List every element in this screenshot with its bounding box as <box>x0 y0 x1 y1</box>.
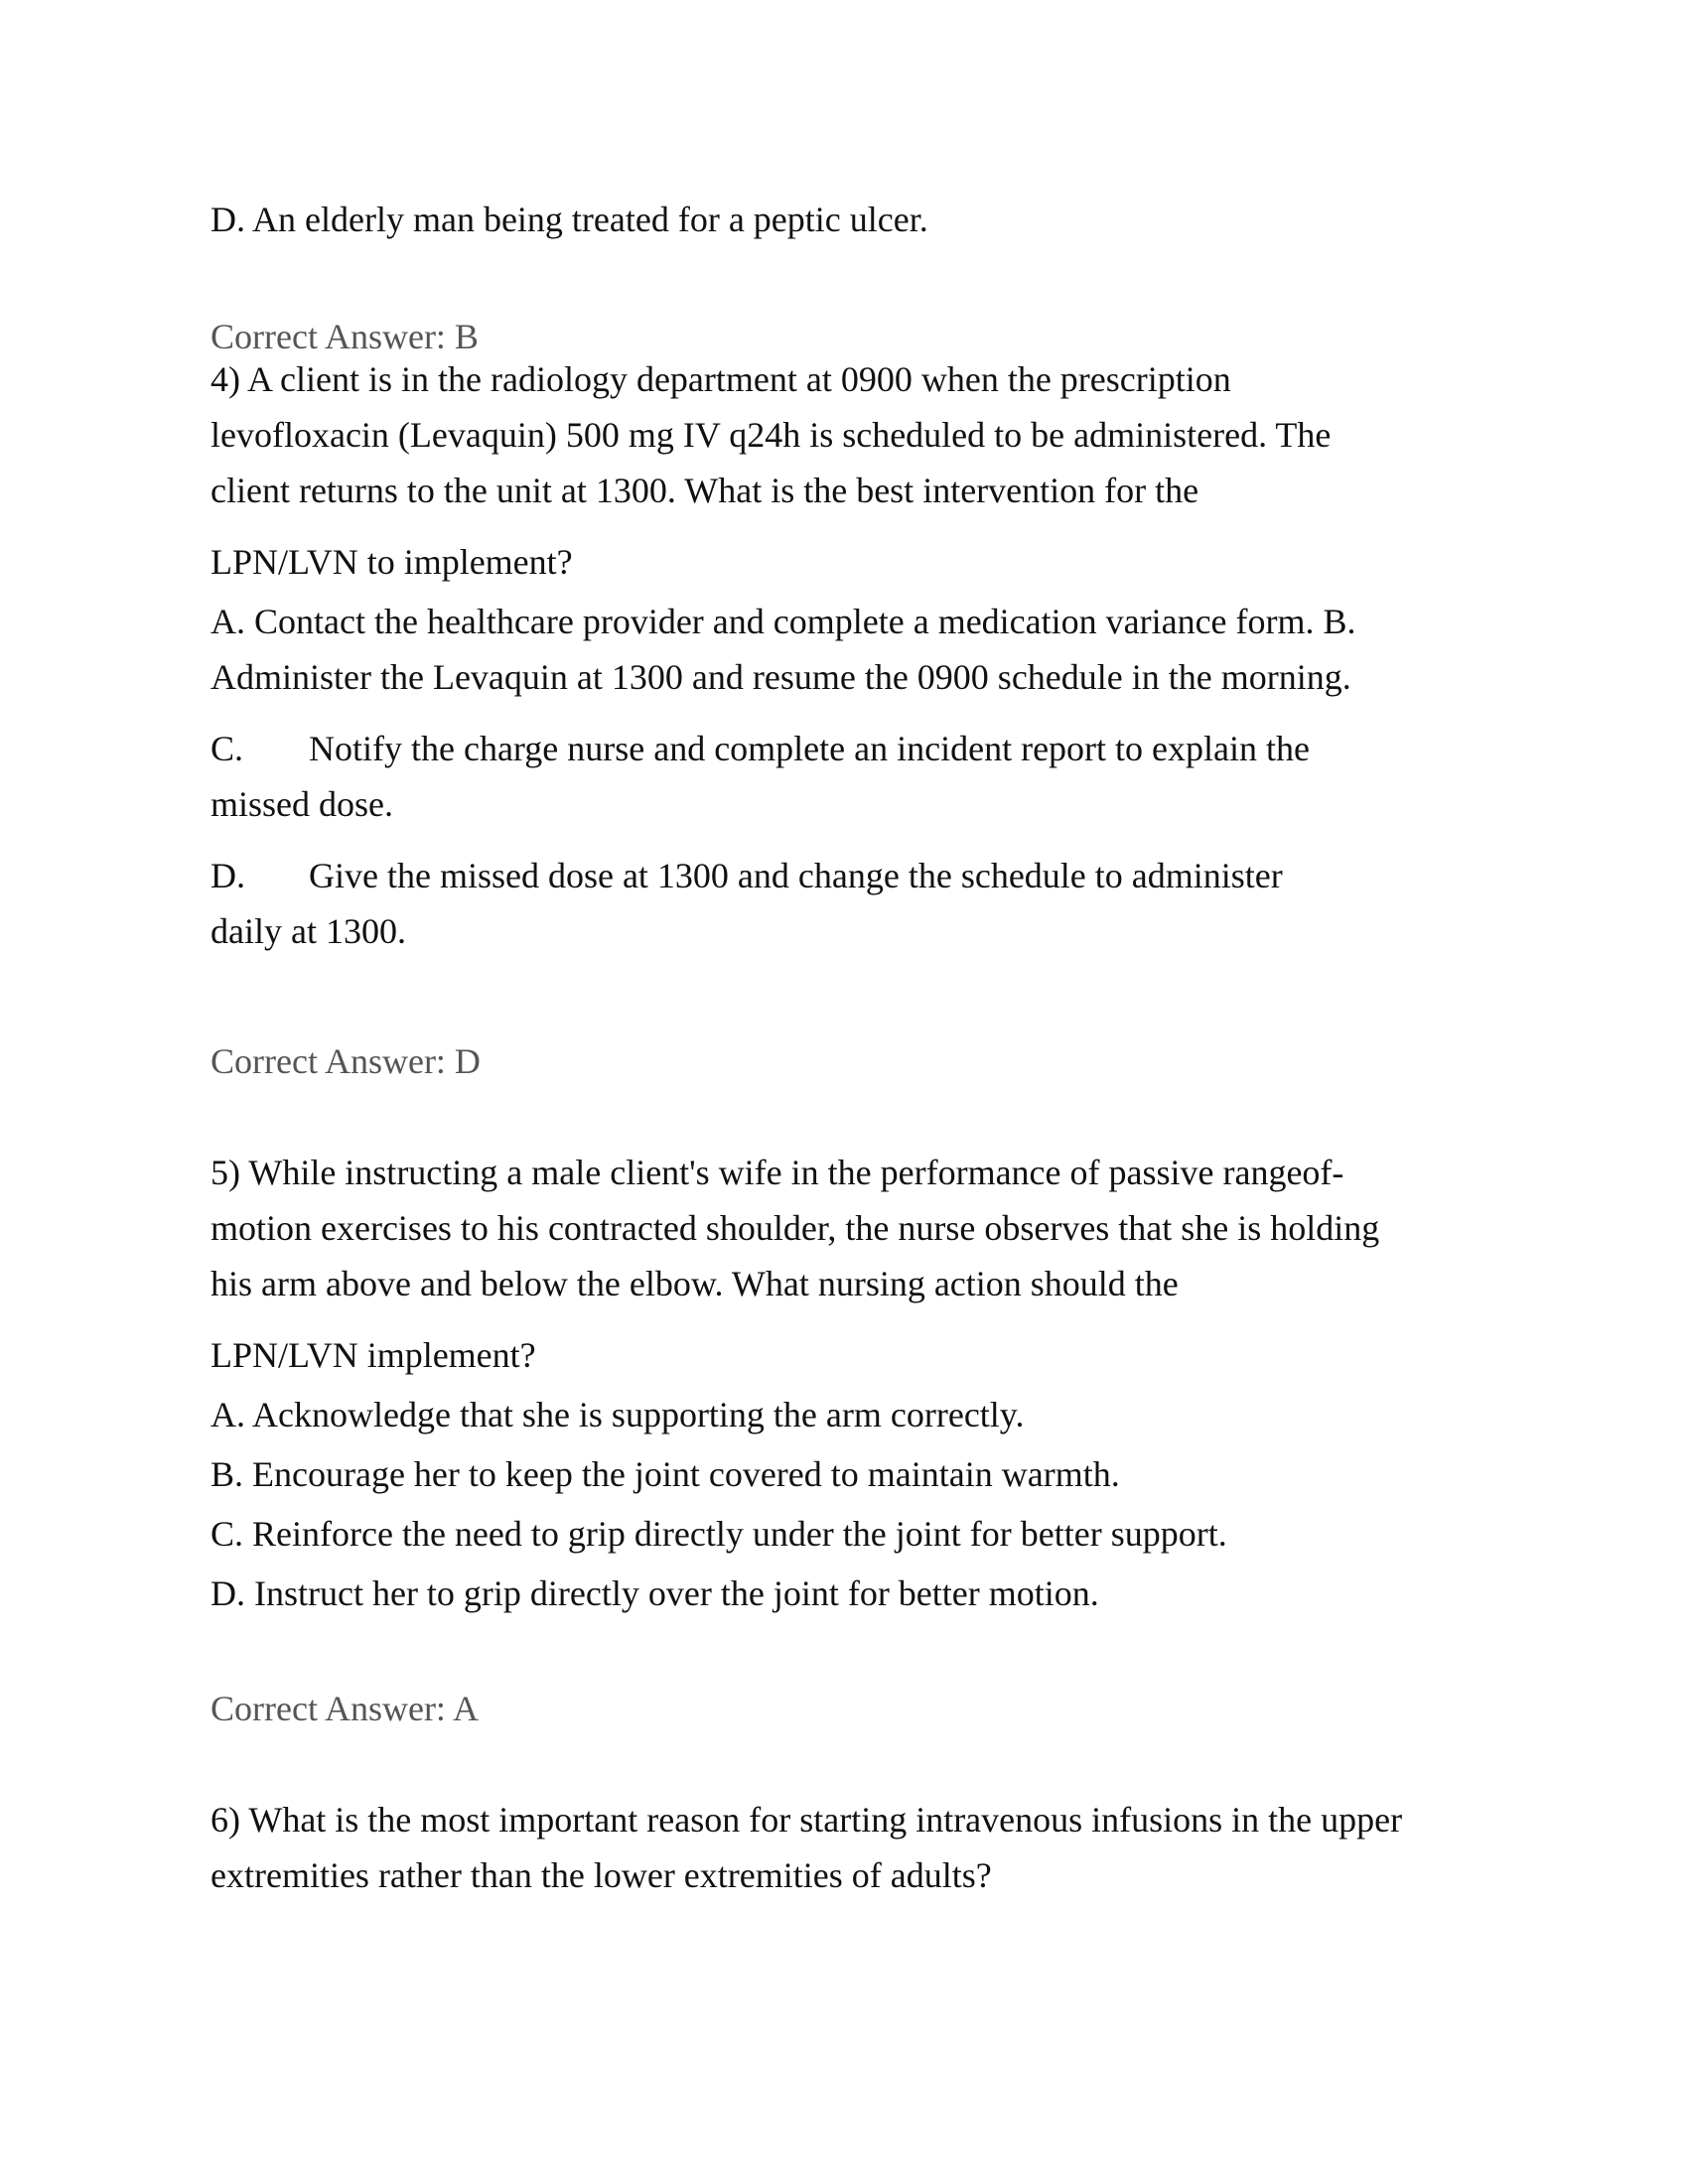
q5-stem-line: motion exercises to his contracted shoulder, the nurse observes that she is holding <box>211 1208 1380 1248</box>
q5-option-a: A. Acknowledge that she is supporting the arm correctly. <box>211 1395 1025 1434</box>
q5-option-d: D. Instruct her to grip directly over the joint for better motion. <box>211 1573 1099 1613</box>
q5-stem-line: LPN/LVN implement? <box>211 1335 536 1375</box>
q4-option-c <box>211 728 1310 769</box>
q5-option-c: C. Reinforce the need to grip directly under the joint for better support. <box>211 1514 1227 1554</box>
q3-correct-answer: Correct Answer: B <box>211 317 479 356</box>
q4-option-b-cont: Administer the Levaquin at 1300 and resume the 0900 schedule in the morning. <box>211 657 1351 697</box>
q4-stem-line: LPN/LVN to implement? <box>211 542 573 582</box>
q6-stem-line: 6) What is the most important reason for starting intravenous infusions in the upper <box>211 1800 1403 1840</box>
q5-correct-answer: Correct Answer: A <box>211 1689 479 1728</box>
option-text: Notify the charge nurse and complete an incident report to explain the <box>309 729 1310 768</box>
q4-option-d-cont: daily at 1300. <box>211 911 406 951</box>
q4-correct-answer: Correct Answer: D <box>211 1041 481 1081</box>
q5-stem-line: his arm above and below the elbow. What nursing action should the <box>211 1264 1179 1303</box>
option-letter: C. <box>211 729 244 768</box>
q4-stem-line: levofloxacin (Levaquin) 500 mg IV q24h is scheduled to be administered. The <box>211 415 1332 455</box>
q4-option-c-cont: missed dose. <box>211 784 393 824</box>
q5-stem-line: 5) While instructing a male client's wife in the performance of passive rangeof- <box>211 1153 1344 1192</box>
option-letter: D. <box>211 856 245 895</box>
q4-option-a-b: A. Contact the healthcare provider and complete a medication variance form. B. <box>211 602 1356 641</box>
q6-stem-line: extremities rather than the lower extremities of adults? <box>211 1855 992 1895</box>
q4-stem-line: client returns to the unit at 1300. What is the best intervention for the <box>211 471 1199 510</box>
q4-stem-line: 4) A client is in the radiology department at 0900 when the prescription <box>211 359 1231 399</box>
option-text: Give the missed dose at 1300 and change the schedule to administer <box>309 856 1283 895</box>
q3-option-d: D. An elderly man being treated for a peptic ulcer. <box>211 200 928 239</box>
q5-option-b: B. Encourage her to keep the joint covered to maintain warmth. <box>211 1454 1120 1494</box>
q4-option-d <box>211 855 1283 896</box>
